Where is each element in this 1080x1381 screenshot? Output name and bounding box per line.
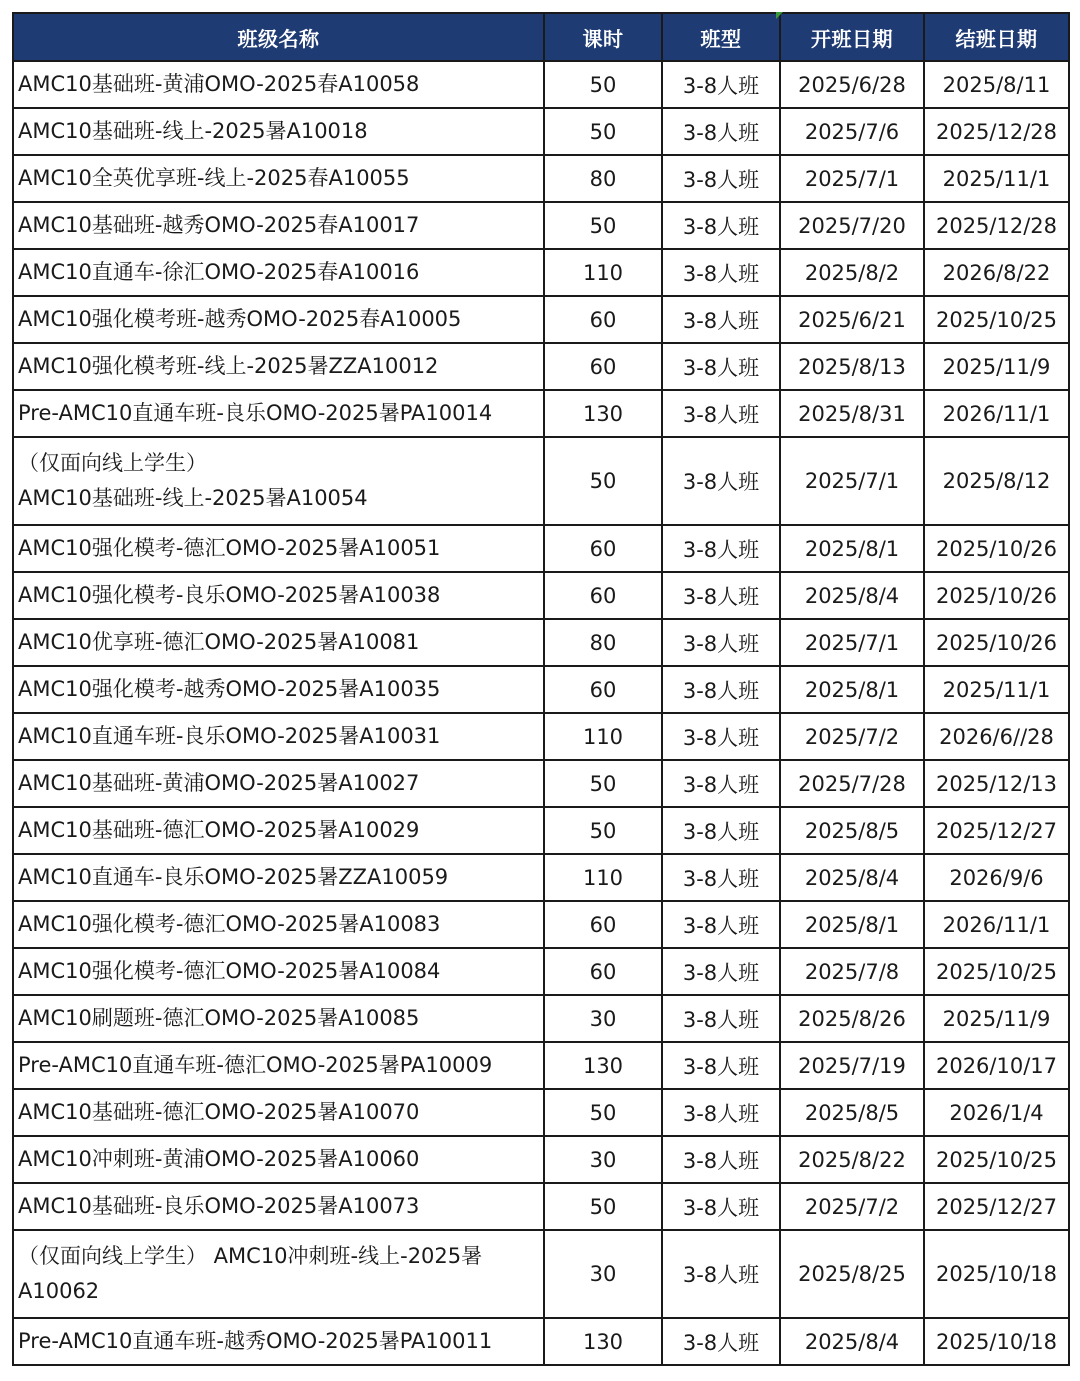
start-date-cell: 2025/6/28 — [780, 61, 924, 108]
class-type-cell: 3-8人班 — [662, 1318, 780, 1365]
hours-cell: 30 — [544, 1230, 662, 1318]
table-row — [13, 619, 1069, 666]
end-date-cell: 2025/11/1 — [924, 155, 1069, 202]
class-name-cell: AMC10全英优享班-线上-2025春A10055 — [13, 155, 544, 202]
start-date-cell: 2025/8/2 — [780, 249, 924, 296]
end-date-cell: 2025/12/28 — [924, 108, 1069, 155]
table-row — [13, 437, 1069, 525]
class-name-cell: AMC10强化模考-德汇OMO-2025暑A10084 — [13, 948, 544, 995]
table-row — [13, 1230, 1069, 1318]
hours-cell: 30 — [544, 995, 662, 1042]
end-date-cell: 2026/9/6 — [924, 854, 1069, 901]
table-row — [13, 572, 1069, 619]
header-class-name: 班级名称 — [13, 13, 544, 61]
hours-cell: 130 — [544, 1042, 662, 1089]
class-type-cell: 3-8人班 — [662, 61, 780, 108]
class-type-cell: 3-8人班 — [662, 854, 780, 901]
cell-comment-marker — [776, 12, 783, 19]
hours-cell: 60 — [544, 901, 662, 948]
class-name-cell: AMC10强化模考-德汇OMO-2025暑A10083 — [13, 901, 544, 948]
class-name-cell: AMC10基础班-德汇OMO-2025暑A10029 — [13, 807, 544, 854]
start-date-cell: 2025/7/1 — [780, 619, 924, 666]
class-name-cell: AMC10基础班-黄浦OMO-2025暑A10027 — [13, 760, 544, 807]
class-name-cell: AMC10直通车-徐汇OMO-2025春A10016 — [13, 249, 544, 296]
start-date-cell: 2025/8/25 — [780, 1230, 924, 1318]
end-date-cell: 2026/10/17 — [924, 1042, 1069, 1089]
end-date-cell: 2025/10/25 — [924, 948, 1069, 995]
end-date-cell: 2025/8/12 — [924, 437, 1069, 525]
table-row — [13, 948, 1069, 995]
end-date-cell: 2025/11/9 — [924, 995, 1069, 1042]
start-date-cell: 2025/8/26 — [780, 995, 924, 1042]
class-type-cell: 3-8人班 — [662, 1089, 780, 1136]
end-date-cell: 2025/12/28 — [924, 202, 1069, 249]
start-date-cell: 2025/8/22 — [780, 1136, 924, 1183]
hours-cell: 110 — [544, 713, 662, 760]
hours-cell: 50 — [544, 61, 662, 108]
class-type-cell: 3-8人班 — [662, 249, 780, 296]
start-date-cell: 2025/8/1 — [780, 525, 924, 572]
hours-cell: 110 — [544, 249, 662, 296]
start-date-cell: 2025/8/4 — [780, 854, 924, 901]
class-schedule-table — [12, 12, 1070, 1366]
class-name-cell: AMC10基础班-越秀OMO-2025春A10017 — [13, 202, 544, 249]
table-row — [13, 1183, 1069, 1230]
class-type-cell: 3-8人班 — [662, 296, 780, 343]
table-row — [13, 390, 1069, 437]
table-row — [13, 108, 1069, 155]
class-type-cell: 3-8人班 — [662, 760, 780, 807]
table-row — [13, 202, 1069, 249]
end-date-cell: 2026/1/4 — [924, 1089, 1069, 1136]
class-type-cell: 3-8人班 — [662, 1230, 780, 1318]
end-date-cell: 2025/11/9 — [924, 343, 1069, 390]
end-date-cell: 2025/10/26 — [924, 572, 1069, 619]
end-date-cell: 2026/11/1 — [924, 390, 1069, 437]
table-row — [13, 249, 1069, 296]
class-type-cell: 3-8人班 — [662, 1042, 780, 1089]
header-start-date: 开班日期 — [780, 13, 924, 61]
class-name-cell: AMC10强化模考-良乐OMO-2025暑A10038 — [13, 572, 544, 619]
class-type-cell: 3-8人班 — [662, 1183, 780, 1230]
class-type-cell: 3-8人班 — [662, 108, 780, 155]
start-date-cell: 2025/8/4 — [780, 572, 924, 619]
class-type-cell: 3-8人班 — [662, 437, 780, 525]
start-date-cell: 2025/8/13 — [780, 343, 924, 390]
hours-cell: 60 — [544, 525, 662, 572]
class-name-cell: AMC10基础班-德汇OMO-2025暑A10070 — [13, 1089, 544, 1136]
class-type-cell: 3-8人班 — [662, 995, 780, 1042]
hours-cell: 50 — [544, 807, 662, 854]
table-row — [13, 525, 1069, 572]
end-date-cell: 2026/6//28 — [924, 713, 1069, 760]
class-type-cell: 3-8人班 — [662, 1136, 780, 1183]
end-date-cell: 2025/12/27 — [924, 807, 1069, 854]
class-name-cell: AMC10直通车-良乐OMO-2025暑ZZA10059 — [13, 854, 544, 901]
hours-cell: 50 — [544, 202, 662, 249]
start-date-cell: 2025/7/1 — [780, 155, 924, 202]
class-type-cell: 3-8人班 — [662, 901, 780, 948]
end-date-cell: 2025/8/11 — [924, 61, 1069, 108]
class-name-cell: AMC10强化模考班-线上-2025暑ZZA10012 — [13, 343, 544, 390]
hours-cell: 50 — [544, 108, 662, 155]
hours-cell: 130 — [544, 390, 662, 437]
class-name-cell: AMC10强化模考-德汇OMO-2025暑A10051 — [13, 525, 544, 572]
header-hours: 课时 — [544, 13, 662, 61]
class-type-cell: 3-8人班 — [662, 666, 780, 713]
table-row — [13, 61, 1069, 108]
start-date-cell: 2025/8/5 — [780, 1089, 924, 1136]
start-date-cell: 2025/8/5 — [780, 807, 924, 854]
end-date-cell: 2025/10/26 — [924, 619, 1069, 666]
class-type-cell: 3-8人班 — [662, 713, 780, 760]
hours-cell: 130 — [544, 1318, 662, 1365]
hours-cell: 80 — [544, 155, 662, 202]
header-end-date: 结班日期 — [924, 13, 1069, 61]
class-type-cell: 3-8人班 — [662, 390, 780, 437]
start-date-cell: 2025/7/2 — [780, 1183, 924, 1230]
end-date-cell: 2025/11/1 — [924, 666, 1069, 713]
table-row — [13, 155, 1069, 202]
end-date-cell: 2025/10/26 — [924, 525, 1069, 572]
table-row — [13, 1042, 1069, 1089]
table-row — [13, 995, 1069, 1042]
class-name-cell: Pre-AMC10直通车班-德汇OMO-2025暑PA10009 — [13, 1042, 544, 1089]
class-name-cell: AMC10冲刺班-黄浦OMO-2025暑A10060 — [13, 1136, 544, 1183]
hours-cell: 30 — [544, 1136, 662, 1183]
end-date-cell: 2025/12/13 — [924, 760, 1069, 807]
table-row — [13, 1089, 1069, 1136]
class-type-cell: 3-8人班 — [662, 807, 780, 854]
hours-cell: 50 — [544, 1089, 662, 1136]
start-date-cell: 2025/8/1 — [780, 666, 924, 713]
class-type-cell: 3-8人班 — [662, 572, 780, 619]
hours-cell: 50 — [544, 437, 662, 525]
start-date-cell: 2025/6/21 — [780, 296, 924, 343]
hours-cell: 50 — [544, 760, 662, 807]
class-name-cell: （仅面向线上学生） AMC10基础班-线上-2025暑A10054 — [13, 437, 544, 525]
class-type-cell: 3-8人班 — [662, 343, 780, 390]
start-date-cell: 2025/8/1 — [780, 901, 924, 948]
end-date-cell: 2025/10/25 — [924, 1136, 1069, 1183]
class-type-cell: 3-8人班 — [662, 202, 780, 249]
hours-cell: 110 — [544, 854, 662, 901]
end-date-cell: 2026/11/1 — [924, 901, 1069, 948]
class-name-cell: AMC10强化模考班-越秀OMO-2025春A10005 — [13, 296, 544, 343]
table-row — [13, 296, 1069, 343]
class-name-cell: AMC10基础班-良乐OMO-2025暑A10073 — [13, 1183, 544, 1230]
table-row — [13, 666, 1069, 713]
end-date-cell: 2025/10/18 — [924, 1318, 1069, 1365]
class-name-cell: AMC10直通车班-良乐OMO-2025暑A10031 — [13, 713, 544, 760]
class-name-cell: Pre-AMC10直通车班-良乐OMO-2025暑PA10014 — [13, 390, 544, 437]
hours-cell: 60 — [544, 343, 662, 390]
header-class-type: 班型 — [662, 13, 780, 61]
class-schedule-sheet — [12, 12, 1068, 1366]
end-date-cell: 2025/10/18 — [924, 1230, 1069, 1318]
hours-cell: 60 — [544, 572, 662, 619]
start-date-cell: 2025/7/6 — [780, 108, 924, 155]
hours-cell: 80 — [544, 619, 662, 666]
class-type-cell: 3-8人班 — [662, 155, 780, 202]
end-date-cell: 2025/12/27 — [924, 1183, 1069, 1230]
class-name-cell: （仅面向线上学生） AMC10冲刺班-线上-2025暑A10062 — [13, 1230, 544, 1318]
start-date-cell: 2025/7/20 — [780, 202, 924, 249]
class-name-cell: AMC10基础班-线上-2025暑A10018 — [13, 108, 544, 155]
class-type-cell: 3-8人班 — [662, 948, 780, 995]
class-type-cell: 3-8人班 — [662, 525, 780, 572]
start-date-cell: 2025/7/28 — [780, 760, 924, 807]
header-row — [13, 13, 1069, 61]
table-row — [13, 1136, 1069, 1183]
class-type-cell: 3-8人班 — [662, 619, 780, 666]
table-row — [13, 854, 1069, 901]
class-name-cell: AMC10基础班-黄浦OMO-2025春A10058 — [13, 61, 544, 108]
start-date-cell: 2025/7/8 — [780, 948, 924, 995]
class-name-cell: AMC10刷题班-德汇OMO-2025暑A10085 — [13, 995, 544, 1042]
hours-cell: 60 — [544, 666, 662, 713]
end-date-cell: 2026/8/22 — [924, 249, 1069, 296]
table-row — [13, 1318, 1069, 1365]
table-row — [13, 343, 1069, 390]
class-name-cell: Pre-AMC10直通车班-越秀OMO-2025暑PA10011 — [13, 1318, 544, 1365]
start-date-cell: 2025/7/19 — [780, 1042, 924, 1089]
hours-cell: 60 — [544, 948, 662, 995]
start-date-cell: 2025/8/4 — [780, 1318, 924, 1365]
table-row — [13, 760, 1069, 807]
table-row — [13, 807, 1069, 854]
end-date-cell: 2025/10/25 — [924, 296, 1069, 343]
start-date-cell: 2025/8/31 — [780, 390, 924, 437]
start-date-cell: 2025/7/1 — [780, 437, 924, 525]
class-name-cell: AMC10优享班-德汇OMO-2025暑A10081 — [13, 619, 544, 666]
hours-cell: 60 — [544, 296, 662, 343]
start-date-cell: 2025/7/2 — [780, 713, 924, 760]
table-row — [13, 901, 1069, 948]
table-row — [13, 713, 1069, 760]
hours-cell: 50 — [544, 1183, 662, 1230]
class-name-cell: AMC10强化模考-越秀OMO-2025暑A10035 — [13, 666, 544, 713]
